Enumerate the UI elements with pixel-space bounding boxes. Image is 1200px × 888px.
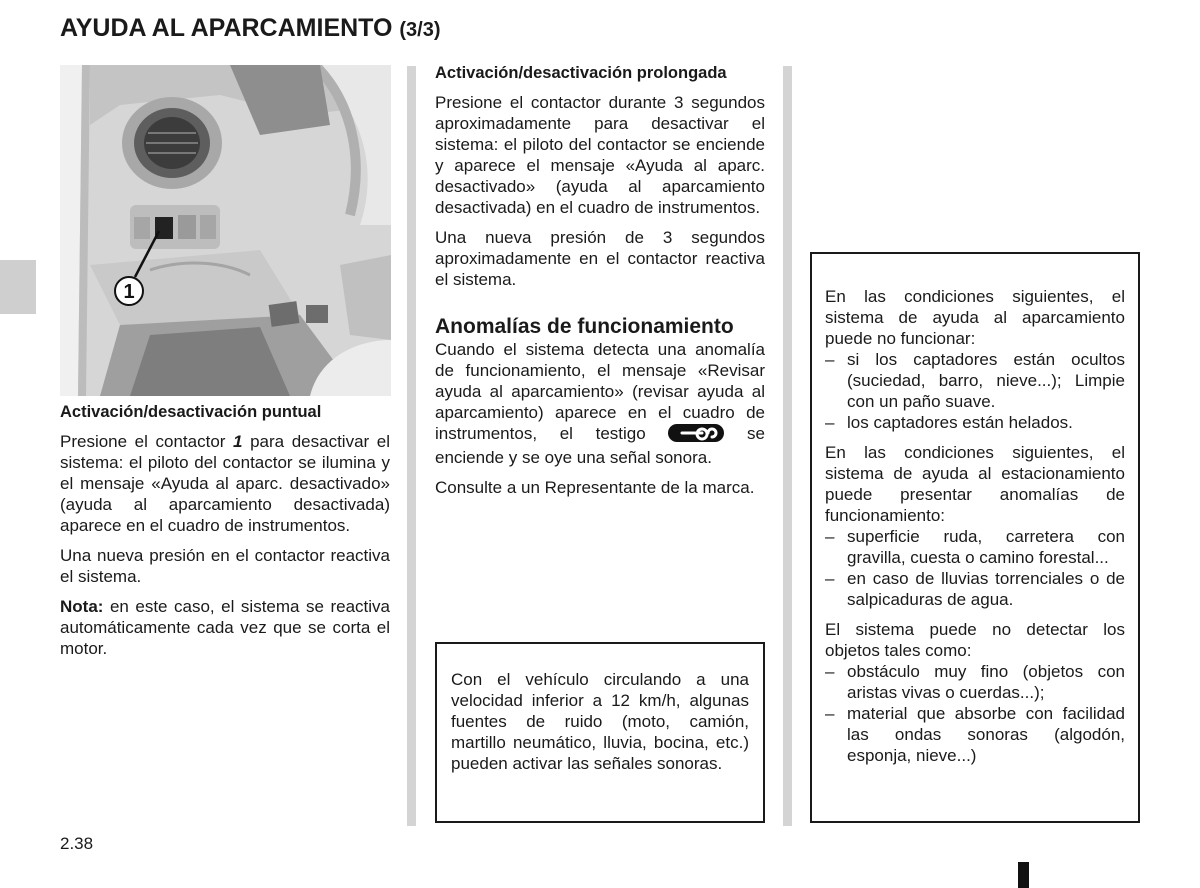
list-item: – superficie ruda, carretera con gravilla, cuesta o camino forestal...: [825, 526, 1125, 568]
middle-paragraph-4: Consulte a un Representante de la marca.: [435, 478, 755, 497]
column-separator-2: [783, 66, 792, 826]
note-text: en este caso, el sistema se reactiva automáticamente cada vez que se corta el motor.: [60, 597, 390, 658]
limitations-box: [810, 252, 1140, 823]
page-number: 2.38: [60, 834, 94, 853]
limitations-paragraph-2: En las condiciones siguientes, el sistema de ayuda al estacionamiento puede presentar anomalías de funcionamiento:: [825, 443, 1125, 525]
left-heading: Activación/desactivación puntual: [60, 403, 322, 421]
section-title: Anomalías de funcionamiento: [435, 315, 734, 338]
page-title: [60, 14, 441, 43]
dashboard-illustration: [60, 65, 391, 396]
list-item: – material que absorbe con facilidad las ondas sonoras (algodón, esponja, nieve...): [825, 703, 1125, 766]
list-item: – los captadores están helados.: [825, 412, 1125, 433]
page-title-text: AYUDA AL APARCAMIENTO: [60, 14, 393, 42]
chapter-tab: [0, 260, 36, 314]
left-column: [60, 402, 390, 668]
middle-paragraph-2: Una nueva presión de 3 segundos aproximadamente en el contactor reactiva el sistema.: [435, 228, 765, 289]
middle-heading: Activación/desactivación prolongada: [435, 64, 727, 82]
left-p1-start: Presione el contactor: [60, 432, 234, 451]
noise-warning-text: Con el vehículo circulando a una velocidad inferior a 12 km/h, algunas fuentes de ruido (moto, camión, martillo neumático, lluvia, bocina, etc.) pueden activar las señales sonoras.: [451, 670, 749, 773]
list-item: – obstáculo muy fino (objetos con aristas vivas o cuerdas...);: [825, 661, 1125, 703]
left-p1-end: para desactivar el sistema: el piloto del contactor se ilumina y el mensaje «Ayuda al aparc. desactivado» (ayuda al aparcamiento desactivada) aparece en el cuadro de instrumentos.: [60, 432, 391, 535]
limitations-paragraph-1: En las condiciones siguientes, el sistema de ayuda al aparcamiento puede no funcionar:: [825, 287, 1125, 348]
callout-number: 1: [123, 281, 135, 303]
list-item: – en caso de lluvias torrenciales o de salpicaduras de agua.: [825, 568, 1125, 610]
note-label: Nota:: [60, 597, 104, 616]
limitations-paragraph-3: El sistema puede no detectar los objetos tales como:: [825, 620, 1125, 660]
noise-warning-box: [435, 642, 765, 823]
left-paragraph-1: [60, 431, 390, 536]
wrench-warning-icon: [668, 424, 724, 447]
middle-paragraph-1: Presione el contactor durante 3 segundos aproximadamente para desactivar el sistema: el piloto del contactor se enciende y aparece el mensaje «Ayuda al aparc. desactivado» (ayuda al aparcamiento desactivada) en el cuadro de instrumentos.: [435, 93, 765, 217]
middle-p3-end: se enciende y se oye una señal sonora.: [435, 424, 765, 467]
dashboard-photo: [60, 65, 391, 396]
page-title-part: (3/3): [399, 19, 441, 41]
corner-mark: [1018, 862, 1029, 888]
left-note: [60, 596, 390, 659]
left-p1-ref: 1: [233, 432, 243, 451]
middle-paragraph-3: [435, 339, 765, 468]
list-item: – si los captadores están ocultos (suciedad, barro, nieve...); Limpie con un paño suave.: [825, 349, 1125, 412]
left-paragraph-2: Una nueva presión en el contactor reactiva el sistema.: [60, 546, 390, 586]
column-separator-1: [407, 66, 416, 826]
middle-column: [435, 63, 765, 507]
middle-p3-start: Cuando el sistema detecta una anomalía de funcionamiento, el mensaje «Revisar ayuda al aparcamiento» (revisar ayuda al aparcamiento) aparece en el cuadro de instrumentos, el testigo: [435, 340, 765, 443]
